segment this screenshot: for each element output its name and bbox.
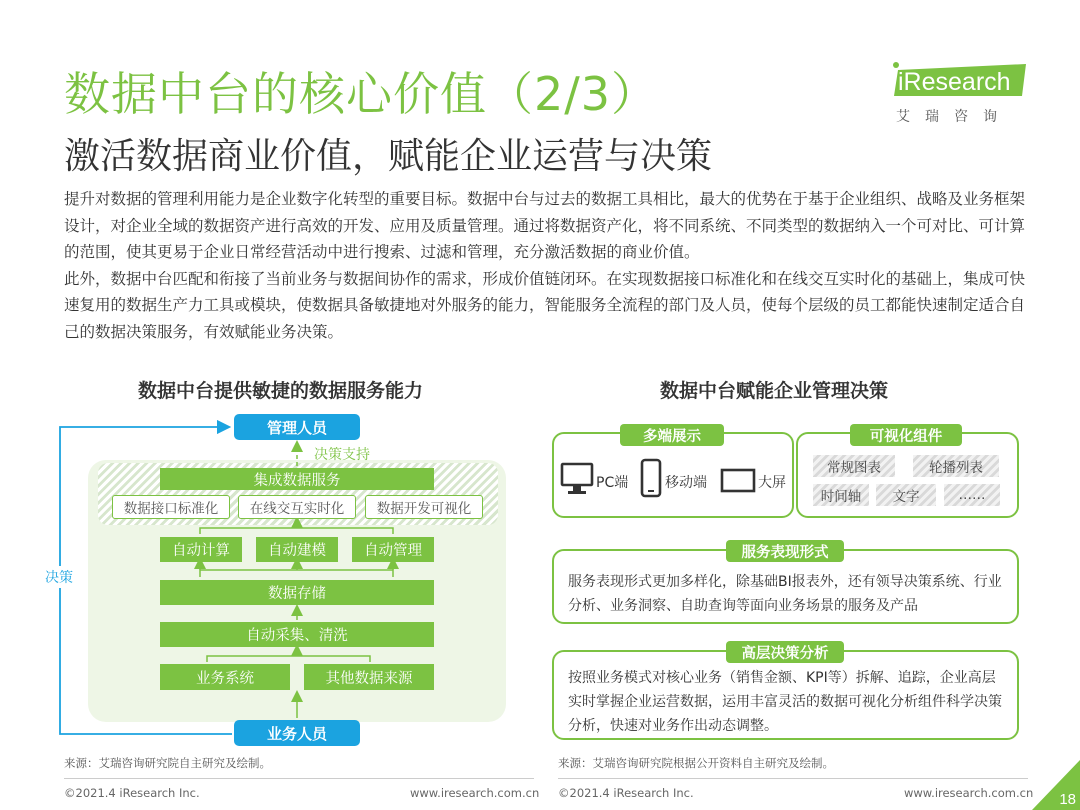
left-diagram-title: 数据中台提供敏捷的数据服务能力	[138, 380, 424, 402]
auto-item: 自动建模	[256, 537, 338, 562]
auto-item: 自动管理	[352, 537, 434, 562]
mobile-phone-icon	[640, 458, 662, 498]
executive-text: 按照业务模式对核心业务（销售金额、KPI等）拆解、追踪，企业高层实时掌握企业运营数据，运用丰富灵活的数据可视化分析组件科学决策分析，快速对业务作出动态调整。	[568, 670, 1002, 734]
footer-url: www.iresearch.com.cn	[410, 786, 540, 800]
source-item: 其他数据来源	[304, 664, 434, 690]
left-source-note: 来源：艾瑞咨询研究院自主研究及绘制。	[64, 756, 271, 770]
page-number: 18	[1059, 791, 1076, 808]
footer-divider	[64, 778, 534, 779]
component-chip: 文字	[876, 484, 936, 506]
business-staff-node: 业务人员	[234, 720, 360, 746]
monitor-icon	[560, 462, 596, 496]
device-label: 大屏	[758, 475, 786, 491]
decision-support-label: 决策支持	[314, 447, 370, 463]
page-title: 数据中台的核心价值（2/3）	[64, 67, 659, 121]
page-number-badge	[1032, 760, 1080, 810]
integrated-service-bar: 集成数据服务	[160, 468, 434, 490]
page-subtitle: 激活数据商业价值，赋能企业运营与决策	[64, 136, 713, 177]
manager-node: 管理人员	[234, 414, 360, 440]
component-chip: 常规图表	[813, 455, 895, 477]
device-label: 移动端	[665, 475, 707, 491]
visual-components-tab: 可视化组件	[850, 424, 962, 446]
right-source-note: 来源：艾瑞咨询研究院根据公开资料自主研究及绘制。	[558, 756, 834, 770]
auto-item: 自动计算	[160, 537, 242, 562]
service-item: 数据接口标准化	[112, 495, 230, 519]
collect-bar: 自动采集、清洗	[160, 622, 434, 647]
service-item: 在线交互实时化	[238, 495, 356, 519]
large-screen-icon	[720, 468, 756, 494]
right-diagram-title: 数据中台赋能企业管理决策	[660, 380, 889, 402]
decision-loop-label: 决策	[45, 566, 73, 588]
footer-divider	[558, 778, 1028, 779]
service-item: 数据开发可视化	[365, 495, 483, 519]
logo-wordmark: iResearch	[898, 68, 1011, 96]
footer-url: www.iresearch.com.cn	[904, 786, 1034, 800]
executive-tab: 高层决策分析	[726, 641, 844, 663]
device-label: PC端	[596, 475, 629, 491]
footer-copyright: ©2021.4 iResearch Inc.	[64, 786, 200, 800]
multi-terminal-tab: 多端展示	[620, 424, 724, 446]
body-paragraph: 此外，数据中台匹配和衔接了当前业务与数据间协作的需求，形成价值链闭环。在实现数据接口标准化和在线交互实时化的基础上，集成可快速复用的数据生产力工具或模块，使数据具备敏捷地对外服务的能力，智能服务全流程的部门及人员，使每个层级的员工都能快速制定适合自己的数据决策服务，有效赋能业务决策。	[64, 269, 1026, 341]
component-chip: ……	[944, 484, 1000, 506]
body-paragraph: 提升对数据的管理利用能力是企业数字化转型的重要目标。数据中台与过去的数据工具相比，最大的优势在于基于企业组织、战略及业务框架设计，对企业全域的数据资产进行高效的开发、应用及质量管理。通过将数据资产化，将不同系统、不同类型的数据纳入一个可对比、可计算的范围，使其更易于企业日常经营活动中进行搜索、过滤和管理，充分激活数据的商业价值。	[64, 190, 1026, 261]
footer-copyright: ©2021.4 iResearch Inc.	[558, 786, 694, 800]
service-forms-tab: 服务表现形式	[726, 540, 844, 562]
source-item: 业务系统	[160, 664, 290, 690]
logo-chinese: 艾瑞咨询	[896, 109, 1012, 125]
service-forms-text: 服务表现形式更加多样化，除基础BI报表外，还有领导决策系统、行业分析、业务洞察、自助查询等面向业务场景的服务及产品	[568, 574, 1002, 614]
storage-bar: 数据存储	[160, 580, 434, 605]
component-chip: 轮播列表	[913, 455, 999, 477]
component-chip: 时间轴	[813, 484, 869, 506]
